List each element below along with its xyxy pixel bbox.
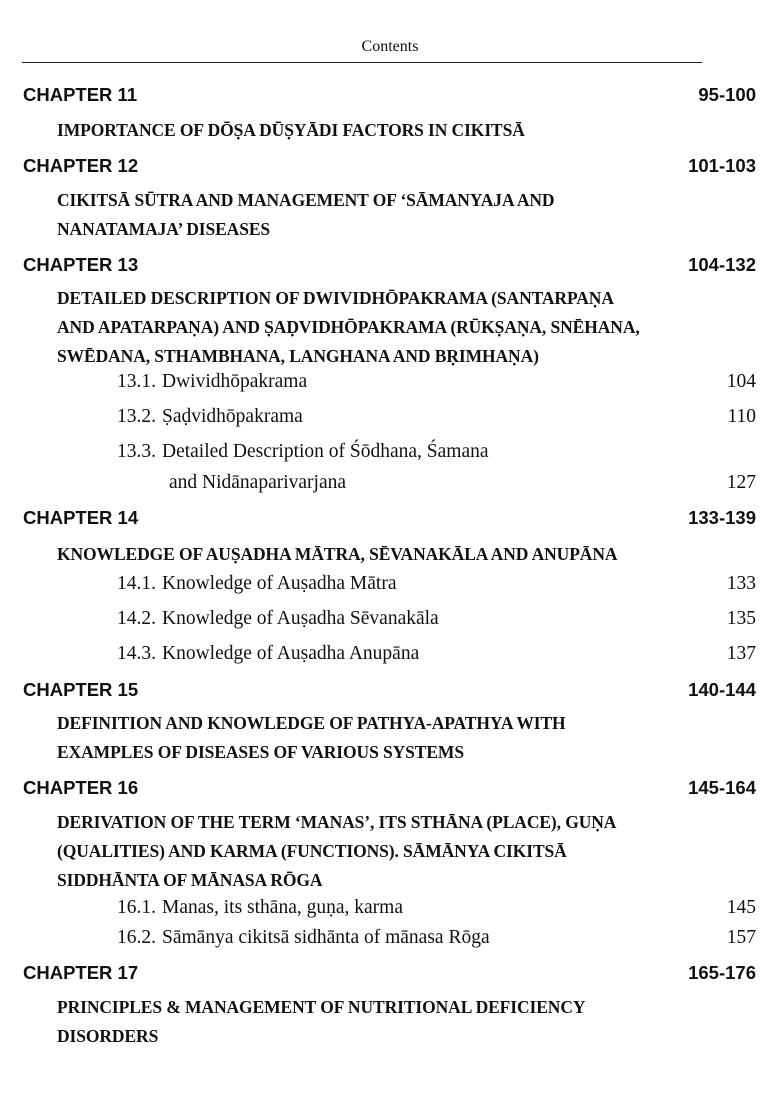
subsection-number: 13.1.	[117, 371, 156, 392]
chapter-title-line: DETAILED DESCRIPTION OF DWIVIDHŌPAKRAMA (SANTARPAṆA	[57, 288, 614, 308]
subsection-number: 16.1.	[117, 897, 156, 918]
chapter-title-line: SIDDHĀNTA OF MĀNASA RŌGA	[57, 870, 323, 890]
chapter-title	[57, 993, 757, 1051]
chapter-page-range: 95-100	[698, 84, 756, 105]
subsection-page: 133	[726, 573, 756, 594]
chapter-title	[57, 116, 757, 145]
subsection-title-continued: and Nidānaparivarjana	[169, 472, 347, 493]
chapter-heading	[23, 776, 756, 800]
chapter-page-range: 133-139	[688, 507, 756, 528]
subsection-page: 135	[726, 608, 756, 629]
subsection-title: Knowledge of Auṣadha Anupāna	[162, 643, 420, 664]
chapter-heading	[23, 506, 756, 530]
subsection-entry	[117, 436, 756, 498]
subsection-title: Dwividhōpakrama	[162, 371, 308, 392]
subsection-entry	[117, 638, 756, 669]
chapter-label: CHAPTER 15	[23, 679, 139, 700]
chapter-label: CHAPTER 11	[23, 84, 138, 105]
chapter-page-range: 165-176	[688, 962, 756, 983]
chapter-page-range: 104-132	[688, 254, 756, 275]
chapter-page-range: 140-144	[688, 679, 756, 700]
chapter-title-line: CIKITSĀ SŪTRA AND MANAGEMENT OF ‘SĀMANYAJA AND	[57, 190, 555, 210]
subsection-title: Knowledge of Auṣadha Sēvanakāla	[162, 608, 439, 629]
chapter-title-line: (QUALITIES) AND KARMA (FUNCTIONS). SĀMĀNYA CIKITSĀ	[57, 841, 567, 861]
subsection-title: Knowledge of Auṣadha Mātra	[162, 573, 397, 594]
subsection-title: Sāmānya cikitsā sidhānta of mānasa Rōga	[162, 927, 490, 948]
chapter-label: CHAPTER 14	[23, 507, 139, 528]
running-head: Contents	[361, 38, 419, 55]
chapter-label: CHAPTER 17	[23, 962, 139, 983]
subsection-title: Ṣaḍvidhōpakrama	[162, 406, 303, 427]
chapter-page-range: 145-164	[688, 777, 756, 798]
chapter-title-line: EXAMPLES OF DISEASES OF VARIOUS SYSTEMS	[57, 742, 464, 762]
subsection-number: 14.3.	[117, 643, 156, 664]
header-rule	[22, 62, 702, 63]
subsection-entry	[117, 401, 756, 432]
subsection-page: 137	[726, 643, 756, 664]
chapter-heading	[23, 253, 756, 277]
subsection-entry	[117, 922, 756, 953]
subsection-page: 145	[726, 897, 756, 918]
chapter-heading	[23, 83, 756, 107]
chapter-title-line: PRINCIPLES & MANAGEMENT OF NUTRITIONAL DEFICIENCY	[57, 997, 586, 1017]
subsection-number: 13.2.	[117, 406, 156, 427]
chapter-title-line: DEFINITION AND KNOWLEDGE OF PATHYA-APATHYA WITH	[57, 713, 566, 733]
chapter-heading	[23, 154, 756, 178]
chapter-title-line: AND APATARPAṆA) AND ṢAḌVIDHŌPAKRAMA (RŪKṢAṆA, SNĒHANA,	[57, 317, 640, 337]
chapter-page-range: 101-103	[688, 155, 756, 176]
chapter-title-line: DERIVATION OF THE TERM ‘MANAS’, ITS STHĀNA (PLACE), GUṆA	[57, 812, 617, 832]
chapter-title-line: NANATAMAJA’ DISEASES	[57, 219, 271, 239]
subsection-page: 127	[726, 472, 756, 493]
chapter-title	[57, 709, 757, 767]
chapter-title	[57, 284, 757, 371]
subsection-page: 157	[726, 927, 756, 948]
subsection-title: Detailed Description of Śōdhana, Śamana	[162, 441, 489, 462]
chapter-title-line: IMPORTANCE OF DŌṢA DŪṢYĀDI FACTORS IN CIKITSĀ	[57, 120, 525, 140]
subsection-page: 104	[726, 371, 756, 392]
subsection-title: Manas, its sthāna, guṇa, karma	[162, 897, 403, 918]
chapter-label: CHAPTER 16	[23, 777, 139, 798]
subsection-entry	[117, 366, 756, 397]
subsection-number: 14.1.	[117, 573, 156, 594]
chapter-label: CHAPTER 13	[23, 254, 139, 275]
chapter-title	[57, 540, 757, 569]
chapter-label: CHAPTER 12	[23, 155, 139, 176]
subsection-number: 14.2.	[117, 608, 156, 629]
subsection-page: 110	[727, 406, 756, 427]
chapter-title-line: SWĒDANA, STHAMBHANA, LANGHANA AND BṚIMHAṆA)	[57, 346, 539, 366]
chapter-title	[57, 186, 757, 244]
subsection-entry	[117, 892, 756, 923]
chapter-title-line: KNOWLEDGE OF AUṢADHA MĀTRA, SĒVANAKĀLA AND ANUPĀNA	[57, 544, 618, 564]
chapter-heading	[23, 678, 756, 702]
chapter-title	[57, 808, 757, 895]
subsection-entry	[117, 568, 756, 599]
subsection-entry	[117, 603, 756, 634]
subsection-number: 13.3.	[117, 441, 156, 462]
subsection-number: 16.2.	[117, 927, 156, 948]
chapter-heading	[23, 961, 756, 985]
chapter-title-line: DISORDERS	[57, 1026, 159, 1046]
